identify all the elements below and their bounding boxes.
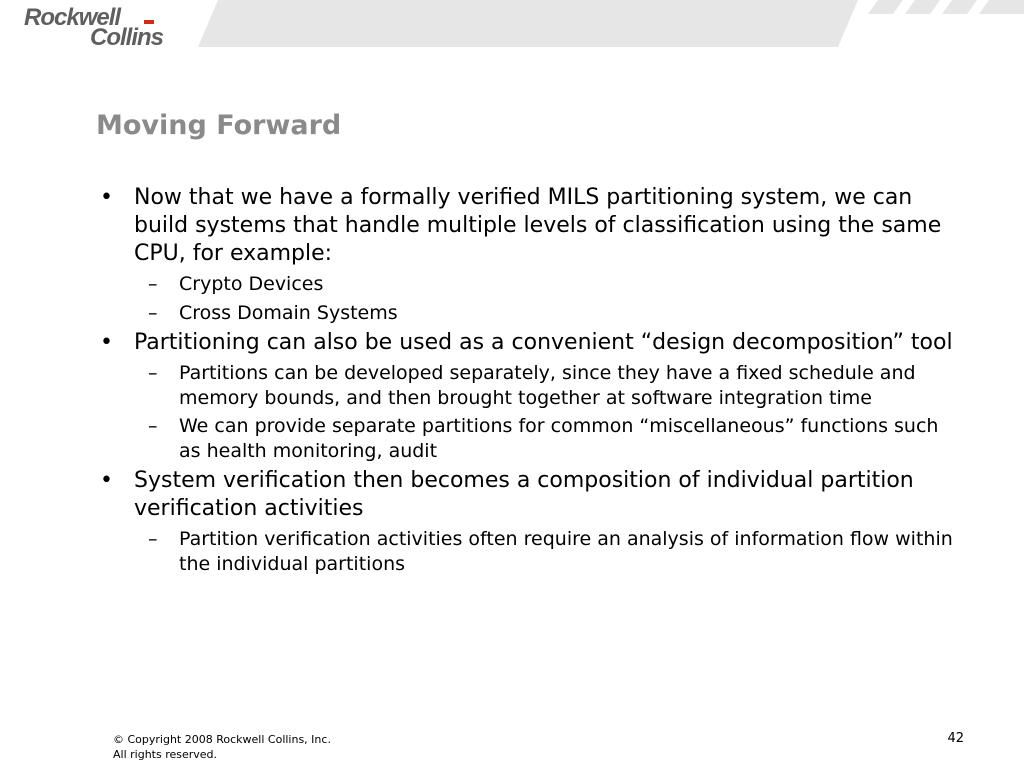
page-number: 42	[947, 731, 964, 746]
sub-bullet-marker: –	[148, 415, 158, 437]
sub-bullet-item	[96, 272, 966, 297]
sub-bullet-text: Crypto Devices	[179, 273, 324, 295]
sub-bullet-text: Partitions can be developed separately, since they have a fixed schedule and memory bounds, and then brought together at software integration time	[179, 362, 916, 409]
bullet-group	[96, 467, 966, 576]
copyright-notice	[113, 732, 331, 762]
rights-line: All rights reserved.	[113, 748, 218, 761]
logo-text-line1: Rockwell	[24, 4, 121, 31]
bullet-item	[96, 184, 966, 268]
sub-bullet-marker: –	[148, 362, 158, 384]
company-logo	[24, 6, 184, 50]
bullet-item	[96, 467, 966, 523]
bullet-item	[96, 329, 966, 357]
sub-bullet-item	[96, 361, 966, 410]
bullet-group	[96, 184, 966, 325]
bullet-marker: •	[100, 468, 113, 493]
logo-text-line2: Collins	[90, 24, 164, 51]
sub-bullet-marker: –	[148, 273, 158, 295]
header-stripe	[868, 0, 903, 14]
bullet-group	[96, 329, 966, 463]
bullet-marker: •	[100, 185, 113, 210]
bullet-text: Partitioning can also be used as a convenient “design decomposition” tool	[134, 330, 953, 355]
bullet-marker: •	[100, 330, 113, 355]
slide-content	[96, 184, 966, 580]
sub-bullet-item	[96, 414, 966, 463]
slide-title: Moving Forward	[96, 110, 342, 141]
header-stripe	[942, 0, 977, 14]
sub-bullet-marker: –	[148, 301, 158, 324]
sub-bullet-text: Partition verification activities often require an analysis of information flow within the individual partitions	[179, 528, 953, 575]
sub-bullet-text: Cross Domain Systems	[179, 301, 398, 324]
header-gray-band	[198, 0, 858, 47]
bullet-text: System verification then becomes a composition of individual partition verification activities	[134, 468, 914, 521]
header-stripe	[905, 0, 940, 14]
sub-bullet-item	[96, 301, 966, 326]
copyright-line: © Copyright 2008 Rockwell Collins, Inc.	[113, 733, 331, 746]
bullet-text: Now that we have a formally verified MILS partitioning system, we can build systems that handle multiple levels of classification using the same CPU, for example:	[134, 185, 942, 266]
header-stripe	[979, 0, 1024, 14]
sub-bullet-item	[96, 527, 966, 576]
sub-bullet-marker: –	[148, 528, 158, 550]
sub-bullet-text: We can provide separate partitions for common “miscellaneous” functions such as health monitoring, audit	[179, 415, 939, 462]
